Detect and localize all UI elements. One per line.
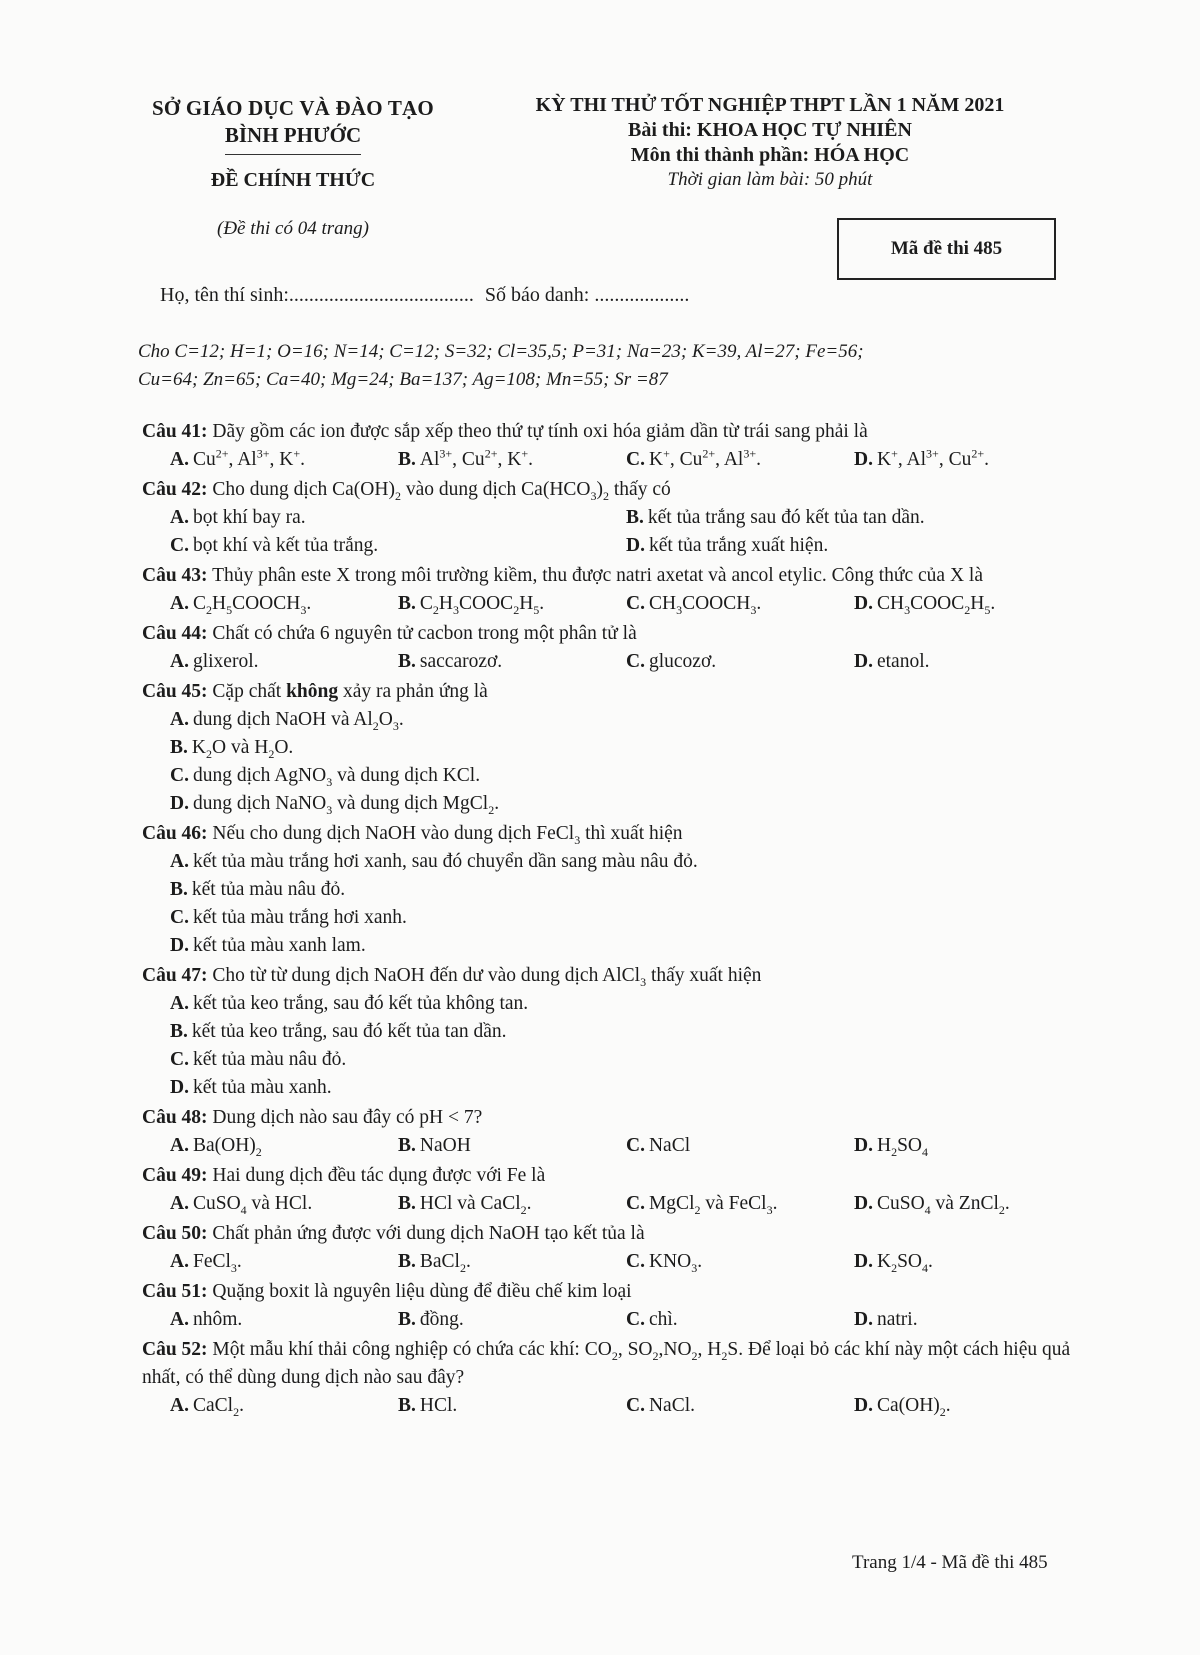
answer-option-a: A. CaCl$_2$. [170, 1395, 244, 1419]
option-letter: A. [170, 651, 189, 672]
answer-options [142, 648, 1082, 676]
answer-option-d: D. $CH_3COOC_2H_5$. [854, 593, 996, 617]
option-letter: A. [170, 1309, 189, 1330]
answer-option-a: A. CuSO$_4$ và HCl. [170, 1193, 313, 1217]
question-45 [142, 678, 1082, 818]
option-letter: C. [626, 1395, 645, 1416]
question-label: Câu 51: [142, 1281, 208, 1302]
exam-title: KỲ THI THỬ TỐT NGHIỆP THPT LẦN 1 NĂM 2021 [535, 94, 1005, 116]
answer-option-d: D. etanol. [854, 651, 930, 672]
answer-option-d: D. $H_2SO_4$ [854, 1135, 928, 1159]
answer-option-a: A. glixerol. [170, 651, 259, 672]
answer-option-b: B. $K_2O$ và $H_2O$. [170, 737, 294, 761]
question-label: Câu 43: [142, 565, 208, 586]
student-id-field: Số báo danh: ................... [484, 284, 690, 306]
option-letter: B. [626, 507, 644, 528]
option-letter: C. [626, 1193, 645, 1214]
option-letter: A. [170, 709, 189, 730]
answer-option-c: C. NaCl [626, 1135, 691, 1156]
answer-option-c: C. kết tủa màu trắng hơi xanh. [170, 907, 407, 928]
question-label: Câu 44: [142, 623, 208, 644]
option-letter: B. [398, 449, 416, 470]
answer-options [142, 848, 1082, 960]
answer-option-d: D. kết tủa trắng xuất hiện. [626, 535, 829, 556]
organization-name: SỞ GIÁO DỤC VÀ ĐÀO TẠO [152, 96, 434, 120]
option-letter: B. [398, 1309, 416, 1330]
question-label: Câu 47: [142, 965, 208, 986]
option-letter: C. [626, 449, 645, 470]
time-allowed: Thời gian làm bài: 50 phút [667, 169, 873, 190]
answer-option-d: D. dung dịch NaNO$_3$ và dung dịch MgCl$_2$. [170, 793, 500, 817]
question-label: Câu 42: [142, 479, 208, 500]
option-letter: D. [170, 935, 189, 956]
answer-option-a: A. bọt khí bay ra. [170, 507, 306, 528]
option-letter: C. [626, 1309, 645, 1330]
answer-options [142, 706, 1082, 818]
option-letter: B. [398, 1251, 416, 1272]
subject-name: Môn thi thành phần: HÓA HỌC [630, 144, 910, 166]
option-letter: C. [170, 1049, 189, 1070]
answer-option-c: C. chì. [626, 1309, 678, 1330]
option-letter: A. [170, 1193, 189, 1214]
answer-option-a: A. FeCl$_3$. [170, 1251, 242, 1275]
option-letter: A. [170, 1135, 189, 1156]
option-letter: B. [398, 1193, 416, 1214]
option-letter: D. [170, 793, 189, 814]
answer-options [142, 504, 1082, 560]
answer-option-a: A. $Ba(OH)_2$ [170, 1135, 262, 1159]
option-letter: C. [170, 535, 189, 556]
question-label: Câu 48: [142, 1107, 208, 1128]
question-text: Câu 50: Chất phản ứng được với dung dịch NaOH tạo kết tủa là [142, 1223, 645, 1244]
question-text: Câu 47: Cho từ từ dung dịch NaOH đến dư vào dung dịch AlCl$_3$ thấy xuất hiện [142, 965, 762, 989]
answer-options [142, 990, 1082, 1102]
answer-options [142, 1248, 1082, 1276]
answer-option-c: C. K+, $Cu^{2+}$, $Al^{3+}$. [626, 446, 761, 470]
option-letter: A. [170, 993, 189, 1014]
question-text: Câu 48: Dung dịch nào sau đây có pH < 7? [142, 1107, 483, 1128]
option-letter: D. [626, 535, 645, 556]
answer-option-b: B. kết tủa keo trắng, sau đó kết tủa tan dần. [170, 1021, 507, 1042]
answer-option-b: B. đồng. [398, 1309, 464, 1330]
option-letter: C. [170, 907, 189, 928]
answer-option-d: D. K+, $Al^{3+}$, $Cu^{2+}$. [854, 446, 989, 470]
question-52 [142, 1336, 1082, 1420]
question-44 [142, 620, 1082, 676]
answer-options [142, 1306, 1082, 1334]
answer-option-b: B. NaOH [398, 1135, 471, 1156]
option-letter: D. [854, 1251, 873, 1272]
answer-option-d: D. $Ca(OH)_2$. [854, 1395, 951, 1419]
answer-option-c: C. dung dịch AgNO$_3$ và dung dịch KCl. [170, 765, 481, 789]
option-letter: B. [398, 651, 416, 672]
page-footer: Trang 1/4 - Mã đề thi 485 [852, 1552, 1048, 1573]
question-43 [142, 562, 1082, 618]
option-letter: B. [170, 737, 188, 758]
answer-options [142, 446, 1082, 474]
option-letter: A. [170, 1395, 189, 1416]
question-41 [142, 418, 1082, 474]
option-letter: D. [854, 1395, 873, 1416]
question-48 [142, 1104, 1082, 1160]
option-letter: C. [626, 1251, 645, 1272]
option-letter: D. [854, 1309, 873, 1330]
answer-option-b: B. saccarozơ. [398, 651, 503, 672]
option-letter: C. [170, 765, 189, 786]
answer-options [142, 1132, 1082, 1160]
student-info [160, 284, 695, 307]
question-label: Câu 50: [142, 1223, 208, 1244]
answer-option-a: A. dung dịch NaOH và $Al_2O_3$. [170, 709, 404, 733]
answer-options [142, 1190, 1082, 1218]
question-text: Câu 46: Nếu cho dung dịch NaOH vào dung dịch FeCl$_3$ thì xuất hiện [142, 823, 683, 847]
answer-option-c: C. NaCl. [626, 1395, 696, 1416]
option-letter: A. [170, 1251, 189, 1272]
question-46 [142, 820, 1082, 960]
question-label: Câu 45: [142, 681, 208, 702]
answer-option-d: D. natri. [854, 1309, 918, 1330]
question-label: Câu 49: [142, 1165, 208, 1186]
official-label: ĐỀ CHÍNH THỨC [210, 169, 376, 191]
answer-option-c: C. MgCl$_2$ và FeCl$_3$. [626, 1193, 778, 1217]
option-letter: D. [854, 1135, 873, 1156]
option-letter: D. [170, 1077, 189, 1098]
answer-option-b: B. HCl. [398, 1395, 458, 1416]
atomic-masses-line-2: Cu=64; Zn=65; Ca=40; Mg=24; Ba=137; Ag=108; Mn=55; Sr =87 [138, 369, 668, 390]
question-text: Câu 42: Cho dung dịch $Ca(OH)_2$ vào dung dịch $Ca(HCO_3)_2$ thấy có [142, 479, 671, 503]
answer-option-d: D. kết tủa màu xanh. [170, 1077, 332, 1098]
option-letter: D. [854, 449, 873, 470]
student-name-field: Họ, tên thí sinh:..................................... [160, 284, 474, 306]
province-name: BÌNH PHƯỚC [225, 123, 361, 155]
option-letter: A. [170, 593, 189, 614]
option-letter: A. [170, 507, 189, 528]
exam-code-box: Mã đề thi 485 [837, 218, 1056, 280]
answer-options [142, 1392, 1082, 1420]
answer-option-a: A. kết tủa keo trắng, sau đó kết tủa không tan. [170, 993, 529, 1014]
question-text: Câu 51: Quặng boxit là nguyên liệu dùng để điều chế kim loại [142, 1281, 632, 1302]
question-text: Câu 41: Dãy gồm các ion được sắp xếp theo thứ tự tính oxi hóa giảm dần từ trái sang phải là [142, 421, 868, 442]
option-letter: A. [170, 851, 189, 872]
option-letter: D. [854, 593, 873, 614]
question-text: Câu 45: Cặp chất không xảy ra phản ứng là [142, 681, 488, 702]
answer-option-c: C. kết tủa màu nâu đỏ. [170, 1049, 347, 1070]
answer-options [142, 590, 1082, 618]
question-50 [142, 1220, 1082, 1276]
question-47 [142, 962, 1082, 1102]
option-letter: A. [170, 449, 189, 470]
option-letter: C. [626, 651, 645, 672]
page-count-note: (Đề thi có 04 trang) [217, 218, 369, 239]
option-letter: D. [854, 651, 873, 672]
answer-option-a: A. kết tủa màu trắng hơi xanh, sau đó chuyển dần sang màu nâu đỏ. [170, 851, 698, 872]
question-49 [142, 1162, 1082, 1218]
question-text: Câu 52: Một mẫu khí thải công nghiệp có chứa các khí: $CO_2$, $SO_2,NO_2$, $H_2S$. Để loại bỏ các khí này một cách hiệu quả nhất, có thể dùng dung dịch nào sau đây? [142, 1339, 1071, 1388]
question-label: Câu 52: [142, 1339, 208, 1360]
atomic-masses [138, 338, 1068, 394]
question-42 [142, 476, 1082, 560]
answer-option-c: C. $KNO_3$. [626, 1251, 703, 1275]
answer-option-d: D. $K_2SO_4$. [854, 1251, 933, 1275]
option-letter: B. [398, 593, 416, 614]
question-label: Câu 41: [142, 421, 208, 442]
question-text: Câu 49: Hai dung dịch đều tác dụng được với Fe là [142, 1165, 546, 1186]
test-name: Bài thi: KHOA HỌC TỰ NHIÊN [628, 119, 912, 141]
question-51 [142, 1278, 1082, 1334]
answer-option-d: D. kết tủa màu xanh lam. [170, 935, 366, 956]
question-list [142, 418, 1082, 1422]
option-letter: D. [854, 1193, 873, 1214]
answer-option-c: C. glucozơ. [626, 651, 717, 672]
question-text: Câu 43: Thủy phân este X trong môi trường kiềm, thu được natri axetat và ancol etylic. Công thức của X là [142, 565, 983, 586]
answer-option-b: B. kết tủa màu nâu đỏ. [170, 879, 346, 900]
answer-option-b: B. kết tủa trắng sau đó kết tủa tan dần. [626, 507, 925, 528]
answer-option-c: C. bọt khí và kết tủa trắng. [170, 535, 379, 556]
answer-option-b: B. $Al^{3+}$, $Cu^{2+}$, K+. [398, 446, 533, 470]
answer-option-b: B. $C_2H_3COOC_2H_5$. [398, 593, 545, 617]
header-left [138, 96, 448, 240]
option-letter: B. [398, 1395, 416, 1416]
question-label: Câu 46: [142, 823, 208, 844]
header-right [490, 94, 1050, 191]
answer-option-b: B. BaCl$_2$. [398, 1251, 471, 1275]
option-letter: B. [398, 1135, 416, 1156]
option-letter: C. [626, 593, 645, 614]
answer-option-a: A. $Cu^{2+}$, $Al^{3+}$, K+. [170, 446, 305, 470]
option-letter: C. [626, 1135, 645, 1156]
answer-option-c: C. $CH_3COOCH_3$. [626, 593, 762, 617]
answer-option-d: D. CuSO$_4$ và ZnCl$_2$. [854, 1193, 1010, 1217]
option-letter: B. [170, 879, 188, 900]
answer-option-b: B. HCl và CaCl$_2$. [398, 1193, 532, 1217]
answer-option-a: A. $C_2H_5COOCH_3$. [170, 593, 312, 617]
atomic-masses-line-1: Cho C=12; H=1; O=16; N=14; C=12; S=32; Cl=35,5; P=31; Na=23; K=39, Al=27; Fe=56; [138, 341, 864, 362]
option-letter: B. [170, 1021, 188, 1042]
question-text: Câu 44: Chất có chứa 6 nguyên tử cacbon trong một phân tử là [142, 623, 637, 644]
answer-option-a: A. nhôm. [170, 1309, 243, 1330]
